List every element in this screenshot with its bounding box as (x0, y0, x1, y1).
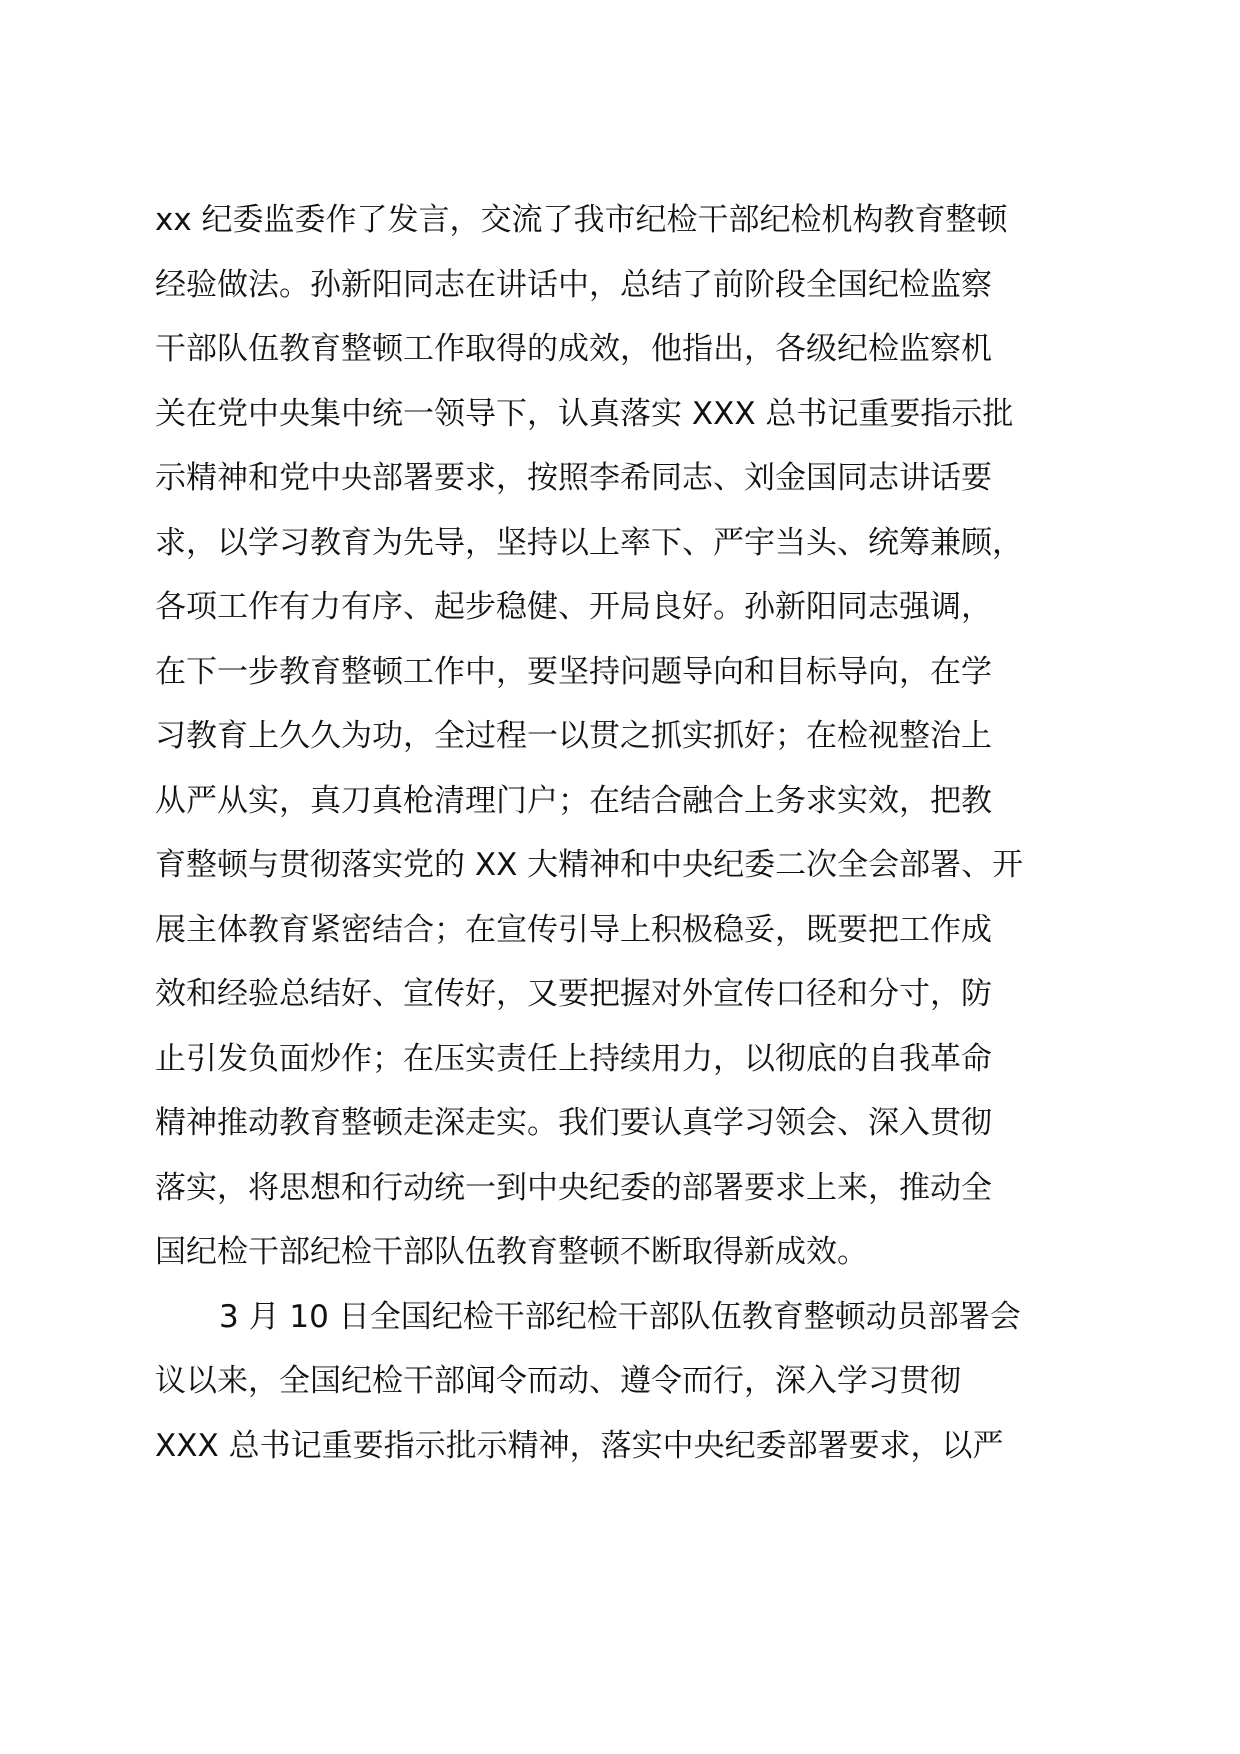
text-line: 展主体教育紧密结合；在宣传引导上积极稳妥，既要把工作成 (155, 911, 992, 948)
text-line: 效和经验总结好、宣传好，又要把握对外宣传口径和分寸，防 (155, 976, 992, 1012)
text-line: 落实，将思想和行动统一到中央纪委的部署要求上来，推动全 (155, 1169, 992, 1206)
text-line: 经验做法。孙新阳同志在讲话中，总结了前阶段全国纪检监察 (155, 266, 992, 303)
text-line: 求，以学习教育为先导，坚持以上率下、严宇当头、统筹兼顾， (155, 524, 1023, 561)
text-line: 在下一步教育整顿工作中，要坚持问题导向和目标导向，在学 (155, 653, 992, 690)
paragraph-start-line: 3 月 10 日全国纪检干部纪检干部队伍教育整顿动员部署会 (219, 1298, 1021, 1335)
text-line: 干部队伍教育整顿工作取得的成效，他指出，各级纪检监察机 (155, 331, 992, 367)
text-line: 习教育上久久为功，全过程一以贯之抓实抓好；在检视整治上 (155, 718, 992, 754)
text-line: 精神推动教育整顿走深走实。我们要认真学习领会、深入贯彻 (155, 1105, 992, 1141)
text-line: 国纪检干部纪检干部队伍教育整顿不断取得新成效。 (155, 1234, 868, 1270)
text-line: xx 纪委监委作了发言，交流了我市纪检干部纪检机构教育整顿 (155, 202, 1008, 238)
body-text (155, 188, 1095, 1478)
text-line: 止引发负面炒作；在压实责任上持续用力，以彻底的自我革命 (155, 1040, 992, 1077)
text-line: XXX 总书记重要指示批示精神，落实中央纪委部署要求，以严 (155, 1427, 1004, 1464)
text-line: 关在党中央集中统一领导下，认真落实 XXX 总书记重要指示批 (155, 395, 1014, 432)
text-line: 示精神和党中央部署要求，按照李希同志、刘金国同志讲话要 (155, 460, 992, 496)
text-line: 育整顿与贯彻落实党的 XX 大精神和中央纪委二次全会部署、开 (155, 847, 1024, 883)
text-line: 从严从实，真刀真枪清理门户；在结合融合上务求实效，把教 (155, 782, 992, 819)
text-line: 议以来，全国纪检干部闻令而动、遵令而行，深入学习贯彻 (155, 1363, 961, 1399)
text-line: 各项工作有力有序、起步稳健、开局良好。孙新阳同志强调， (155, 589, 992, 625)
